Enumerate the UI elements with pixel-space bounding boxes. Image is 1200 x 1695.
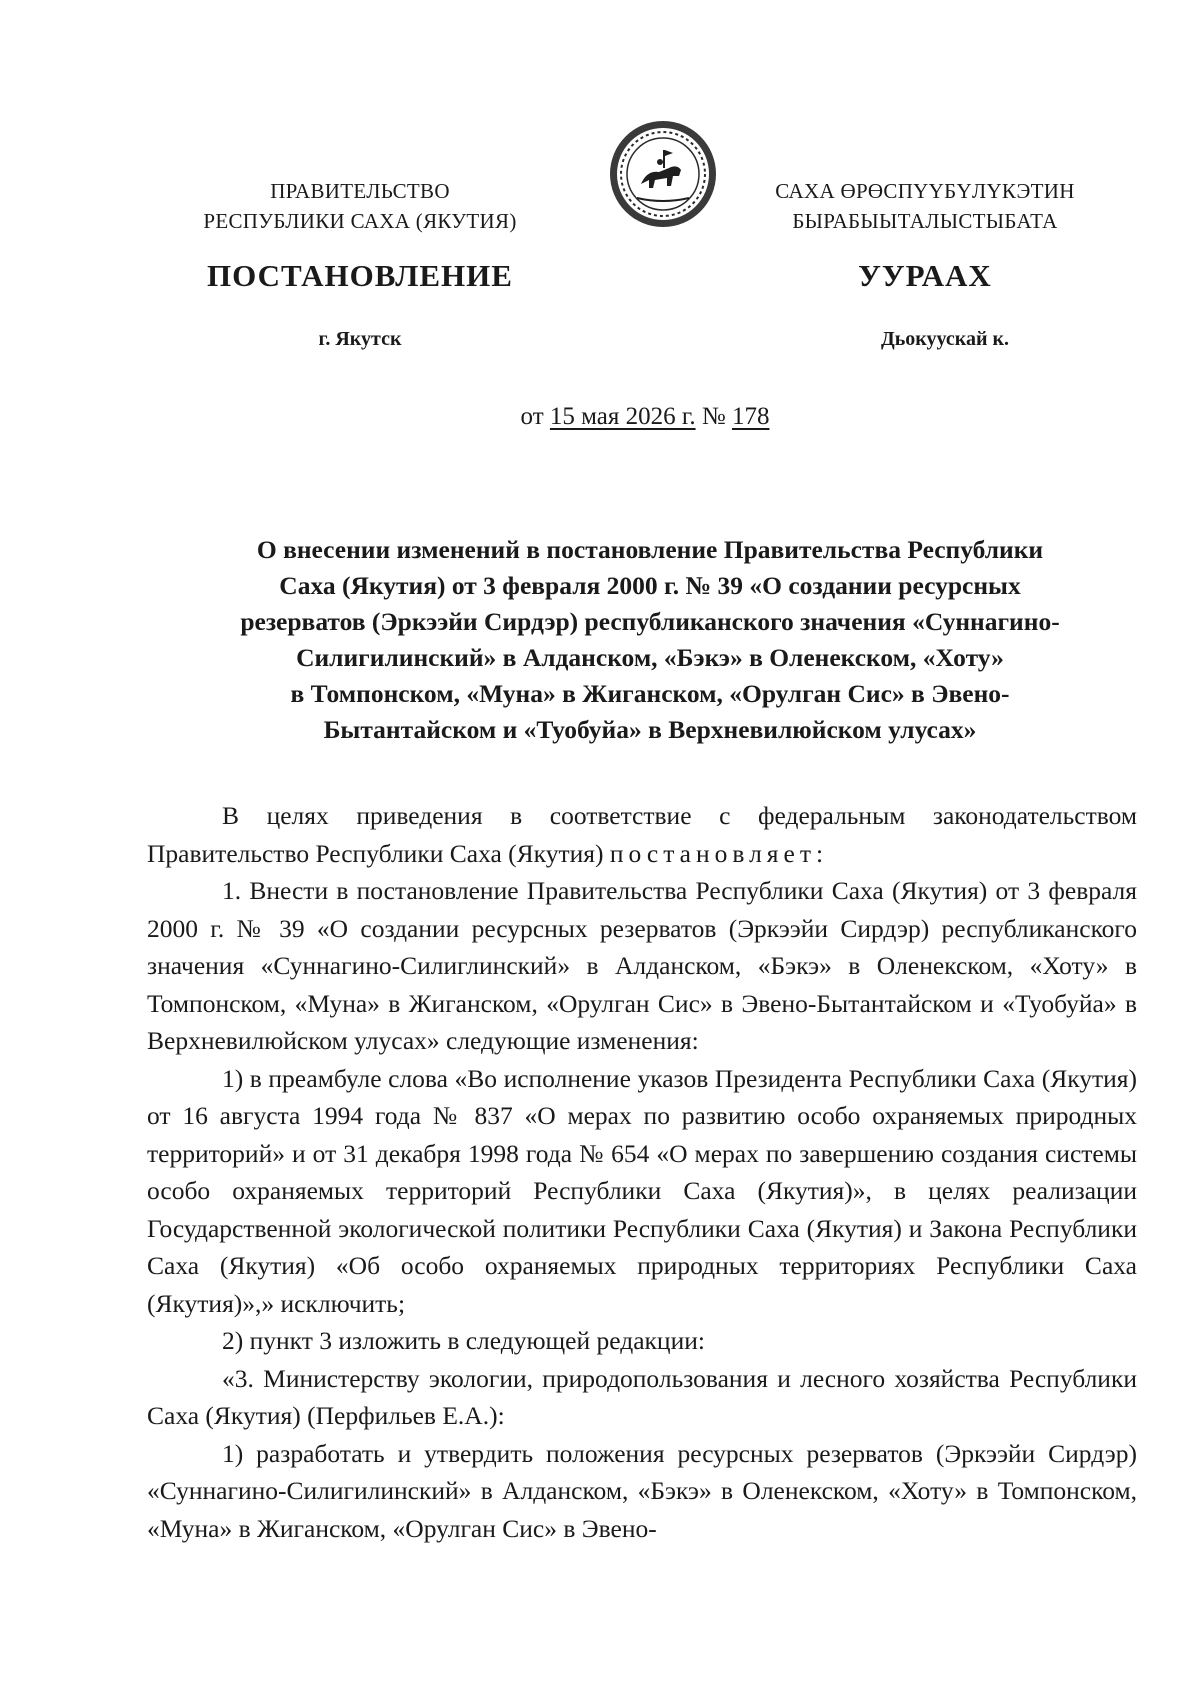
title-line: в Томпонском, «Муна» в Жиганском, «Орулган Сис» в Эвено- bbox=[290, 679, 1010, 708]
org-name-sah-line2: БЫРАБЫЫТАЛЫСТЫБАТА bbox=[792, 209, 1058, 233]
paragraph-item-1: 1. Внести в постановление Правительства Республики Саха (Якутия) от 3 февраля 2000 г. № 39 «О создании ресурсных резерватов (Эркээйи Сирдэр) республиканского значения «Суннагино-Силиглинский» в Алданском, «Бэкэ» в Оленекском, «Хоту» в Томпонском, «Муна» в Жиганском, «Орулган Сис» в Эвено-Бытантайском и «Туобуйа» в Верхневилюйском улусах» следующие изменения: bbox=[147, 876, 1137, 1055]
title-line: О внесении изменений в постановление Правительства Республики bbox=[256, 535, 1044, 564]
header-right-org bbox=[720, 176, 1130, 236]
org-name-ru-line1: ПРАВИТЕЛЬСТВО bbox=[270, 179, 450, 203]
document-title bbox=[170, 532, 1130, 748]
number-sign: № bbox=[695, 403, 732, 430]
resolves-word: постановляет: bbox=[609, 838, 829, 868]
header-left-org bbox=[160, 176, 560, 236]
doc-type-ru: ПОСТАНОВЛЕНИЕ bbox=[207, 258, 513, 293]
paragraph-item-3-sub-1: 1) разработать и утвердить положения ресурсных резерватов (Эркээйи Сирдэр) «Суннагино-Силигилинский» в Алданском, «Бэкэ» в Оленекском, «Хоту» в Томпонском, «Муна» в Жиганском, «Орулган Сис» в Эвено- bbox=[147, 1438, 1137, 1543]
title-line: резерватов (Эркээйи Сирдэр) республиканского значения «Суннагино- bbox=[240, 607, 1060, 636]
title-line: Силигилинский» в Алданском, «Бэкэ» в Оленекском, «Хоту» bbox=[296, 643, 1004, 672]
paragraph-item-3-quote: «3. Министерству экологии, природопользования и лесного хозяйства Республики Саха (Якутия) (Перфильев Е.А.): bbox=[147, 1363, 1137, 1430]
coat-of-arms-emblem-icon bbox=[607, 118, 719, 230]
title-line: Бытантайском и «Туобуйа» в Верхневилюйском улусах» bbox=[323, 715, 977, 744]
city-sah: Дьокуускай к. bbox=[880, 328, 1010, 350]
paragraph-subitem-2: 2) пункт 3 изложить в следующей редакции: bbox=[222, 1326, 705, 1355]
preamble-text: В целях приведения в соответствие с федеральным законодательством Правительство Республики Саха (Якутия) bbox=[147, 801, 1137, 868]
date-prefix: от bbox=[520, 403, 550, 430]
doc-type-sah: УУРААХ bbox=[858, 258, 992, 293]
paragraph-preamble bbox=[147, 797, 1137, 872]
date-number-line bbox=[0, 403, 1200, 431]
paragraph-subitem-1: 1) в преамбуле слова «Во исполнение указов Президента Республики Саха (Якутия) от 16 августа 1994 года № 837 «О мерах по развитию особо охраняемых природных территорий» и от 31 декабря 1998 года № 654 «О мерах по завершению создания системы особо охраняемых территорий Республики Саха (Якутия)», в целях реализации Государственной экологической политики Республики Саха (Якутия) и Закона Республики Саха (Якутия) «Об особо охраняемых природных территориях Республики Саха (Якутия)»,» исключить; bbox=[147, 1063, 1137, 1318]
document-body bbox=[147, 797, 1137, 1547]
document-number: 178 bbox=[731, 403, 770, 430]
document-date: 15 мая 2026 г. bbox=[549, 403, 696, 430]
city-ru: г. Якутск bbox=[318, 328, 402, 350]
title-line: Саха (Якутия) от 3 февраля 2000 г. № 39 «О создании ресурсных bbox=[279, 571, 1021, 600]
org-name-ru-line2: РЕСПУБЛИКИ САХА (ЯКУТИЯ) bbox=[203, 209, 517, 233]
org-name-sah-line1: САХА ӨРӨСПҮҮБҮЛҮКЭТИН bbox=[775, 179, 1075, 203]
